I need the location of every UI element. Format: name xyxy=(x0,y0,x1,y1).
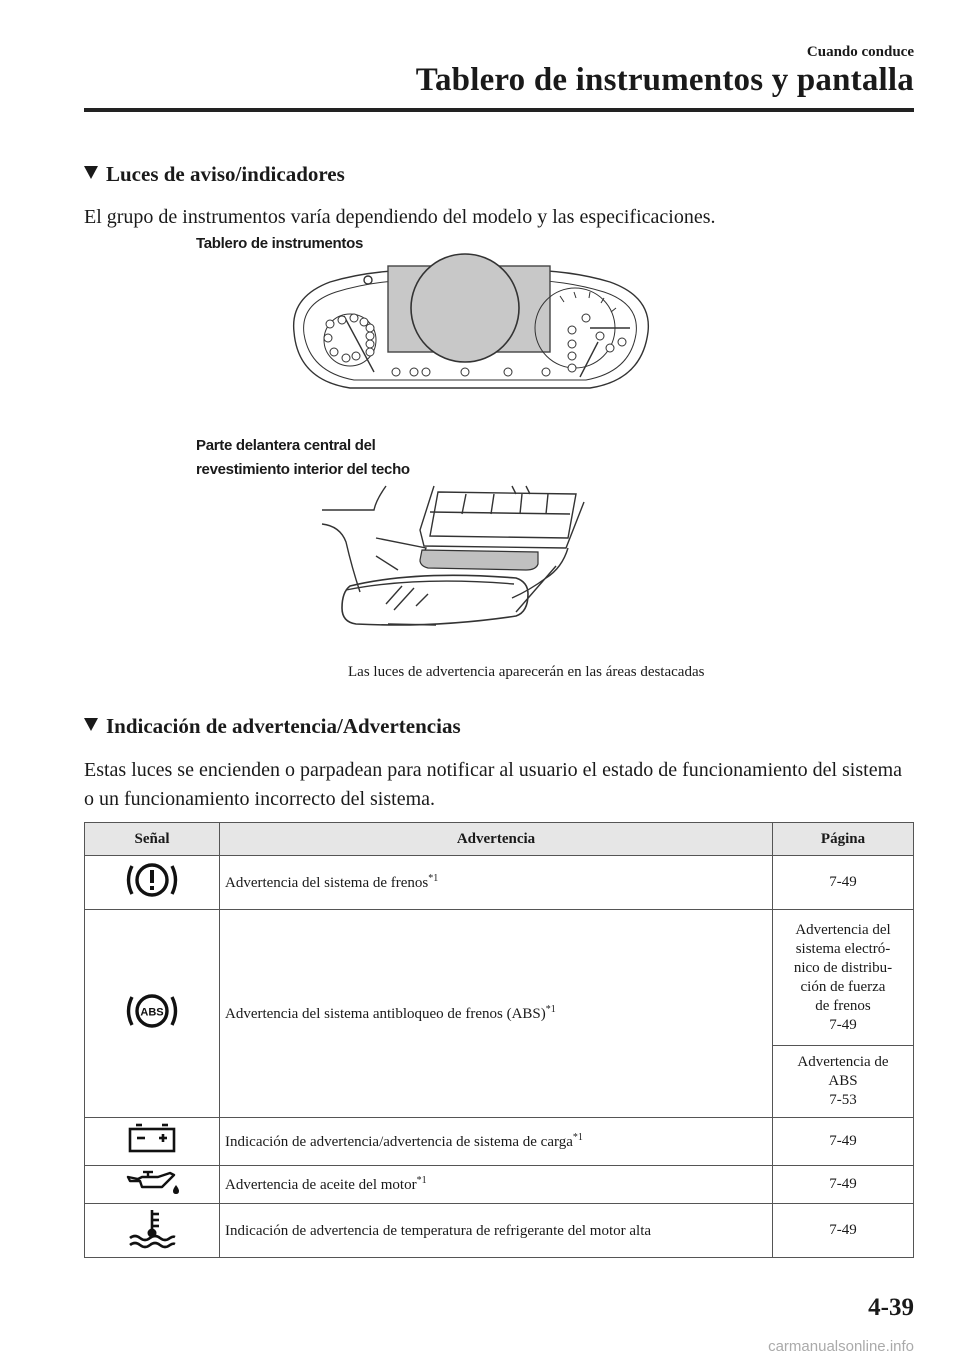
figure-caption: Las luces de advertencia aparecerán en las áreas destacadas xyxy=(348,664,705,680)
abs-icon-text: ABS xyxy=(140,1006,164,1019)
header-signal: Señal xyxy=(85,823,220,856)
overhead-console-illustration xyxy=(316,482,586,634)
figure-label-headliner-line2: revestimiento interior del techo xyxy=(196,461,410,478)
page-ref: 7-49 xyxy=(773,1166,914,1204)
heading-warning-lights: Luces de aviso/indicadores xyxy=(84,162,345,187)
warning-text: Advertencia del sistema antibloqueo de frenos (ABS) xyxy=(225,1006,546,1022)
section-title: Tablero de instrumentos y pantalla xyxy=(415,62,914,98)
table-row xyxy=(85,1204,914,1258)
oil-can-icon xyxy=(122,1167,182,1197)
page-number: 4-39 xyxy=(868,1294,914,1321)
table-row xyxy=(85,1118,914,1166)
page-ref-line: ción de fuerza xyxy=(800,978,886,995)
footnote-marker: *1 xyxy=(416,1175,427,1186)
heading-warning-indications: Indicación de advertencia/Advertencias xyxy=(84,714,461,739)
warning-text: Advertencia de aceite del motor xyxy=(225,1177,417,1193)
instrument-cluster-illustration xyxy=(290,252,650,402)
table-header-row xyxy=(85,823,914,856)
table-row xyxy=(85,910,914,1046)
page-ref-line: 7-49 xyxy=(829,1016,857,1033)
page-ref-line: ABS xyxy=(828,1073,858,1089)
footnote-marker: *1 xyxy=(572,1132,583,1143)
page-ref-line: de frenos xyxy=(815,997,871,1014)
warning-text: Indicación de advertencia de temperatura de refrigerante del motor alta xyxy=(225,1223,652,1239)
paragraph-warning-description: Estas luces se encienden o parpadean para notificar al usuario el estado de funcionamiento del sistema o un funcionamiento incorrecto del sistema. xyxy=(84,759,903,810)
page-ref: 7-49 xyxy=(773,1204,914,1258)
triangle-bullet-icon xyxy=(84,166,98,179)
chapter-title: Cuando conduce xyxy=(806,44,914,60)
table-row xyxy=(85,856,914,910)
figure-label-instrument-panel: Tablero de instrumentos xyxy=(196,235,364,252)
warning-table xyxy=(84,822,914,1258)
brake-warning-icon xyxy=(122,857,182,903)
abs-warning-icon xyxy=(120,986,184,1036)
header-warning: Advertencia xyxy=(220,823,773,856)
page-ref-line: Advertencia de xyxy=(797,1054,889,1070)
page-ref-line: 7-53 xyxy=(829,1092,857,1108)
header-rule xyxy=(84,108,914,112)
watermark: carmanualsonline.info xyxy=(768,1338,914,1355)
battery-charge-icon xyxy=(122,1121,182,1157)
header-page: Página xyxy=(773,823,914,856)
page-ref-line: Advertencia del xyxy=(795,921,891,938)
page-ref-line: sistema electró- xyxy=(795,940,891,957)
table-row xyxy=(85,1166,914,1204)
triangle-bullet-icon xyxy=(84,718,98,731)
footnote-marker: *1 xyxy=(545,1004,556,1015)
page-ref: 7-49 xyxy=(773,1118,914,1166)
footnote-marker: *1 xyxy=(428,873,439,884)
coolant-temperature-icon xyxy=(122,1206,182,1250)
warning-text: Indicación de advertencia/advertencia de sistema de carga xyxy=(225,1134,573,1150)
warning-text: Advertencia del sistema de frenos xyxy=(225,875,429,891)
page-ref-line: nico de distribu- xyxy=(793,959,893,976)
page-ref: 7-49 xyxy=(773,856,914,910)
paragraph-cluster-varies: El grupo de instrumentos varía dependiendo del modelo y las especificaciones. xyxy=(84,206,716,228)
figure-label-headliner-line1: Parte delantera central del xyxy=(196,437,376,454)
